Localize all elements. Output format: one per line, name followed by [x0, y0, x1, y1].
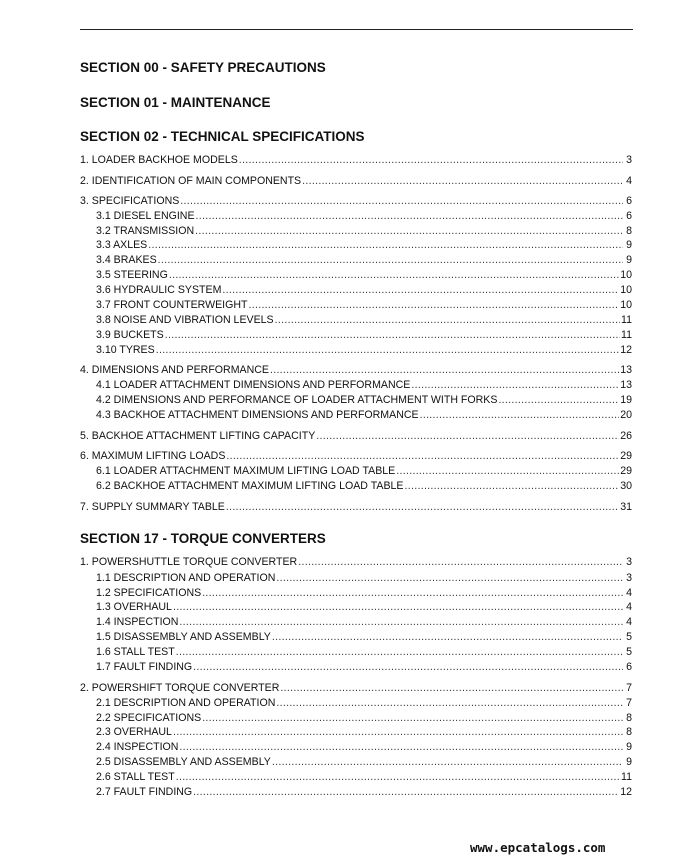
toc-label: 1.6 STALL TEST [96, 646, 175, 658]
leader-dots [276, 572, 623, 584]
toc-entry[interactable] [80, 680, 632, 694]
toc-entry[interactable] [96, 407, 632, 421]
leader-dots [276, 697, 623, 709]
toc-label: 1.3 OVERHAUL [96, 601, 172, 613]
toc-label: 6. MAXIMUM LIFTING LOADS [80, 450, 226, 462]
toc-entry[interactable] [96, 297, 632, 311]
toc-page: 8 [626, 712, 632, 724]
toc-label: 3.6 HYDRAULIC SYSTEM [96, 284, 222, 296]
leader-dots [302, 175, 623, 187]
toc-label: 5. BACKHOE ATTACHMENT LIFTING CAPACITY [80, 430, 316, 442]
toc-page: 5 [626, 646, 632, 658]
leader-dots [226, 501, 619, 513]
toc-page: 19 [620, 394, 632, 406]
toc-label: 3.3 AXLES [96, 239, 148, 251]
leader-dots [196, 210, 623, 222]
leader-dots [180, 195, 623, 207]
toc-entry[interactable] [96, 327, 632, 341]
toc-page: 3 [626, 572, 632, 584]
toc-label: 2.5 DISASSEMBLY AND ASSEMBLY [96, 756, 271, 768]
toc-page: 4 [626, 616, 632, 628]
toc-entry[interactable] [96, 585, 632, 599]
leader-dots [165, 329, 620, 341]
leader-dots [222, 284, 619, 296]
section-02-title: SECTION 02 - TECHNICAL SPECIFICATIONS [80, 129, 365, 144]
toc-entry[interactable] [96, 342, 632, 356]
leader-dots [173, 726, 623, 738]
toc-label: 1.1 DESCRIPTION AND OPERATION [96, 572, 276, 584]
leader-dots [275, 314, 620, 326]
toc-label: 2.4 INSPECTION [96, 741, 179, 753]
leader-dots [158, 254, 623, 266]
leader-dots [270, 364, 619, 376]
toc-page: 3 [626, 154, 632, 166]
toc-page: 29 [620, 465, 632, 477]
toc-page: 31 [620, 501, 632, 513]
toc-page: 30 [620, 480, 632, 492]
section-00-title: SECTION 00 - SAFETY PRECAUTIONS [80, 60, 326, 75]
toc-label: 3.9 BUCKETS [96, 329, 164, 341]
toc-entry[interactable] [96, 784, 632, 798]
toc-entry[interactable] [96, 208, 632, 222]
toc-label: 4. DIMENSIONS AND PERFORMANCE [80, 364, 269, 376]
toc-label: 4.1 LOADER ATTACHMENT DIMENSIONS AND PERFORMANCE [96, 379, 411, 391]
toc-label: 2.1 DESCRIPTION AND OPERATION [96, 697, 276, 709]
leader-dots [248, 299, 619, 311]
toc-page: 9 [626, 756, 632, 768]
toc-label: 2.7 FAULT FINDING [96, 786, 193, 798]
toc-entry[interactable] [96, 463, 632, 477]
toc-label: 4.3 BACKHOE ATTACHMENT DIMENSIONS AND PERFORMANCE [96, 409, 419, 421]
toc-label: 2. POWERSHIFT TORQUE CONVERTER [80, 682, 280, 694]
toc-page: 5 [626, 631, 632, 643]
toc-entry[interactable] [80, 448, 632, 462]
toc-entry[interactable] [96, 252, 632, 266]
leader-dots [404, 480, 619, 492]
toc-entry[interactable] [80, 152, 632, 166]
leader-dots [226, 450, 619, 462]
toc-label: 2. IDENTIFICATION OF MAIN COMPONENTS [80, 175, 302, 187]
toc-label: 3.2 TRANSMISSION [96, 225, 195, 237]
toc-page: 29 [620, 450, 632, 462]
toc-page: 11 [621, 314, 632, 326]
toc-entry[interactable] [96, 769, 632, 783]
toc-entry[interactable] [96, 267, 632, 281]
toc-page: 13 [620, 379, 632, 391]
toc-label: 3. SPECIFICATIONS [80, 195, 180, 207]
leader-dots [239, 154, 623, 166]
leader-dots [195, 225, 623, 237]
toc-label: 3.1 DIESEL ENGINE [96, 210, 195, 222]
toc-entry[interactable] [96, 695, 632, 709]
leader-dots [298, 556, 623, 568]
toc-entry[interactable] [80, 362, 632, 376]
leader-dots [148, 239, 623, 251]
leader-dots [202, 712, 623, 724]
toc-page: 10 [620, 284, 632, 296]
toc-label: 2.3 OVERHAUL [96, 726, 172, 738]
toc-page: 9 [626, 741, 632, 753]
toc-label: 4.2 DIMENSIONS AND PERFORMANCE OF LOADER ATTACHMENT WITH FORKS [96, 394, 498, 406]
toc-page: 6 [626, 661, 632, 673]
toc-entry[interactable] [96, 312, 632, 326]
toc-label: 1.2 SPECIFICATIONS [96, 587, 202, 599]
toc-label: 7. SUPPLY SUMMARY TABLE [80, 501, 225, 513]
toc-label: 3.8 NOISE AND VIBRATION LEVELS [96, 314, 274, 326]
toc-page: 10 [620, 269, 632, 281]
toc-entry[interactable] [80, 428, 632, 442]
leader-dots [156, 344, 620, 356]
toc-entry[interactable] [96, 724, 632, 738]
leader-dots [272, 631, 623, 643]
toc-page: 26 [620, 430, 632, 442]
leader-dots [498, 394, 619, 406]
toc-page: 4 [626, 587, 632, 599]
toc-page: 11 [621, 329, 632, 341]
toc-page: 7 [626, 697, 632, 709]
toc-entry[interactable] [96, 739, 632, 753]
leader-dots [193, 661, 623, 673]
section-01-title: SECTION 01 - MAINTENANCE [80, 95, 271, 110]
toc-page: 11 [621, 771, 632, 783]
toc-entry[interactable] [96, 570, 632, 584]
leader-dots [179, 741, 623, 753]
toc-entry[interactable] [96, 282, 632, 296]
toc-entry[interactable] [96, 710, 632, 724]
leader-dots [173, 601, 623, 613]
toc-page: 7 [626, 682, 632, 694]
toc-page: 12 [620, 344, 632, 356]
toc-page: 9 [626, 254, 632, 266]
toc-label: 6.1 LOADER ATTACHMENT MAXIMUM LIFTING LOAD TABLE [96, 465, 396, 477]
toc-page: 9 [626, 239, 632, 251]
toc-label: 3.5 STEERING [96, 269, 168, 281]
toc-label: 2.2 SPECIFICATIONS [96, 712, 202, 724]
toc-label: 6.2 BACKHOE ATTACHMENT MAXIMUM LIFTING LOAD TABLE [96, 480, 404, 492]
toc-page: 6 [626, 195, 632, 207]
toc-entry[interactable] [96, 599, 632, 613]
leader-dots [411, 379, 619, 391]
toc-page: 20 [620, 409, 632, 421]
leader-dots [202, 587, 623, 599]
leader-dots [176, 771, 620, 783]
leader-dots [193, 786, 619, 798]
toc-entry[interactable] [96, 392, 632, 406]
toc-label: 3.4 BRAKES [96, 254, 157, 266]
leader-dots [176, 646, 623, 658]
toc-page: 4 [626, 601, 632, 613]
header-rule [80, 29, 633, 30]
toc-entry[interactable] [80, 499, 632, 513]
toc-entry[interactable] [96, 478, 632, 492]
leader-dots [272, 756, 623, 768]
leader-dots [316, 430, 619, 442]
toc-entry[interactable] [80, 193, 632, 207]
watermark-url: www.epcatalogs.com [470, 840, 606, 855]
toc-label: 1.7 FAULT FINDING [96, 661, 193, 673]
toc-label: 2.6 STALL TEST [96, 771, 175, 783]
toc-entry[interactable] [96, 223, 632, 237]
toc-entry[interactable] [80, 173, 632, 187]
leader-dots [179, 616, 623, 628]
toc-page: 13 [620, 364, 632, 376]
toc-label: 1.4 INSPECTION [96, 616, 179, 628]
section-17-title: SECTION 17 - TORQUE CONVERTERS [80, 531, 326, 546]
toc-page: 6 [626, 210, 632, 222]
leader-dots [396, 465, 619, 477]
toc-entry[interactable] [96, 237, 632, 251]
toc-label: 1. POWERSHUTTLE TORQUE CONVERTER [80, 556, 298, 568]
toc-page: 8 [626, 726, 632, 738]
toc-entry[interactable] [96, 644, 632, 658]
toc-entry[interactable] [80, 554, 632, 568]
toc-entry[interactable] [96, 659, 632, 673]
toc-page: 12 [620, 786, 632, 798]
toc-entry[interactable] [96, 754, 632, 768]
leader-dots [280, 682, 623, 694]
toc-label: 3.7 FRONT COUNTERWEIGHT [96, 299, 248, 311]
leader-dots [169, 269, 619, 281]
toc-label: 1. LOADER BACKHOE MODELS [80, 154, 238, 166]
toc-entry[interactable] [96, 377, 632, 391]
toc-label: 1.5 DISASSEMBLY AND ASSEMBLY [96, 631, 271, 643]
leader-dots [420, 409, 620, 421]
toc-page: 3 [626, 556, 632, 568]
toc-entry[interactable] [96, 614, 632, 628]
toc-label: 3.10 TYRES [96, 344, 155, 356]
toc-entry[interactable] [96, 629, 632, 643]
toc-page: 10 [620, 299, 632, 311]
toc-page: 4 [626, 175, 632, 187]
toc-page: 8 [626, 225, 632, 237]
